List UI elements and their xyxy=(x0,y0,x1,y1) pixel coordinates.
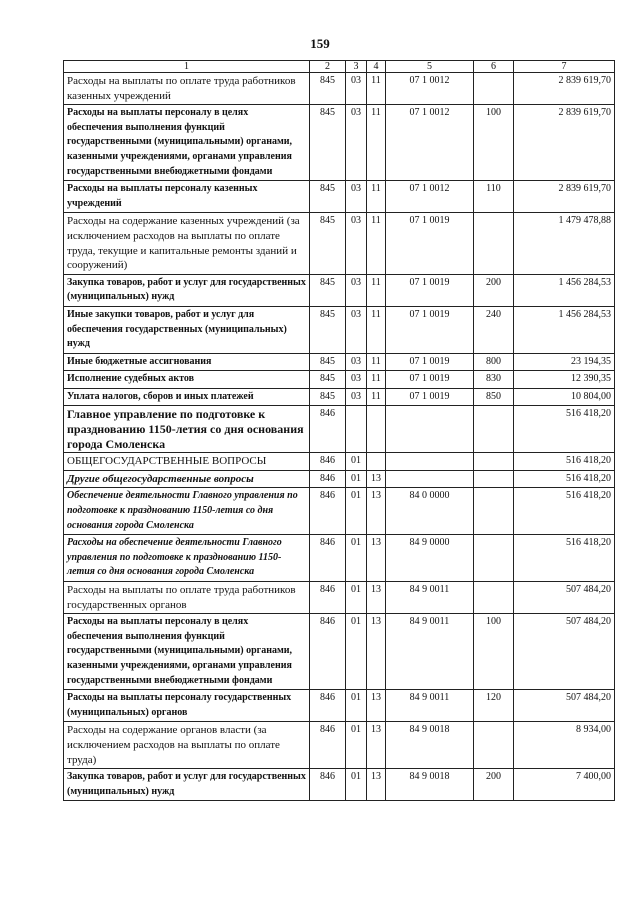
row-name: Иные бюджетные ассигнования xyxy=(64,353,310,371)
row-amount: 516 418,20 xyxy=(514,406,615,453)
row-section-code: 03 xyxy=(346,371,367,389)
row-target-code: 84 9 0011 xyxy=(386,614,474,690)
row-expense-type-code xyxy=(474,488,514,535)
row-target-code: 84 9 0011 xyxy=(386,690,474,722)
row-subsection-code: 13 xyxy=(367,535,386,582)
row-amount: 507 484,20 xyxy=(514,614,615,690)
row-amount: 1 456 284,53 xyxy=(514,306,615,353)
row-target-code: 84 9 0018 xyxy=(386,722,474,769)
row-section-code: 01 xyxy=(346,582,367,614)
row-name: Расходы на выплаты персоналу в целях обеспечения выполнения функций государственными (муниципальными) органами, казенными учреждениями, органами управления государственными внебюджетными фондами xyxy=(64,105,310,181)
row-target-code: 07 1 0019 xyxy=(386,213,474,274)
table-row xyxy=(64,453,615,471)
row-expense-type-code xyxy=(474,582,514,614)
row-section-code: 03 xyxy=(346,306,367,353)
row-expense-type-code xyxy=(474,453,514,471)
row-expense-type-code: 850 xyxy=(474,388,514,406)
row-subsection-code: 11 xyxy=(367,306,386,353)
table-row xyxy=(64,353,615,371)
row-target-code: 07 1 0012 xyxy=(386,181,474,213)
row-ved-code: 845 xyxy=(310,213,346,274)
row-amount: 12 390,35 xyxy=(514,371,615,389)
row-ved-code: 846 xyxy=(310,535,346,582)
page-number: 159 xyxy=(310,36,330,51)
table-row xyxy=(64,73,615,105)
row-target-code: 84 9 0011 xyxy=(386,582,474,614)
row-amount: 2 839 619,70 xyxy=(514,105,615,181)
row-ved-code: 846 xyxy=(310,614,346,690)
row-name: Закупка товаров, работ и услуг для государственных (муниципальных) нужд xyxy=(64,769,310,801)
row-name: Закупка товаров, работ и услуг для государственных (муниципальных) нужд xyxy=(64,274,310,306)
row-target-code: 07 1 0012 xyxy=(386,73,474,105)
row-ved-code: 845 xyxy=(310,105,346,181)
row-expense-type-code: 240 xyxy=(474,306,514,353)
table-row xyxy=(64,213,615,274)
row-ved-code: 846 xyxy=(310,582,346,614)
row-section-code xyxy=(346,406,367,453)
row-section-code: 01 xyxy=(346,470,367,488)
column-header-4: 4 xyxy=(367,61,386,73)
row-name: Расходы на выплаты персоналу государственных (муниципальных) органов xyxy=(64,690,310,722)
row-target-code: 84 0 0000 xyxy=(386,488,474,535)
row-subsection-code: 11 xyxy=(367,353,386,371)
table-row xyxy=(64,406,615,453)
row-amount: 2 839 619,70 xyxy=(514,181,615,213)
row-ved-code: 846 xyxy=(310,470,346,488)
row-ved-code: 845 xyxy=(310,388,346,406)
row-expense-type-code: 100 xyxy=(474,614,514,690)
row-ved-code: 845 xyxy=(310,353,346,371)
row-section-code: 01 xyxy=(346,722,367,769)
table-row xyxy=(64,306,615,353)
budget-table xyxy=(63,60,615,801)
row-subsection-code: 13 xyxy=(367,488,386,535)
row-target-code xyxy=(386,406,474,453)
row-target-code: 84 9 0018 xyxy=(386,769,474,801)
row-expense-type-code: 100 xyxy=(474,105,514,181)
row-expense-type-code: 830 xyxy=(474,371,514,389)
row-section-code: 01 xyxy=(346,614,367,690)
row-target-code xyxy=(386,470,474,488)
row-section-code: 03 xyxy=(346,213,367,274)
row-section-code: 03 xyxy=(346,274,367,306)
table-row xyxy=(64,105,615,181)
table-row xyxy=(64,690,615,722)
row-expense-type-code xyxy=(474,73,514,105)
row-amount: 516 418,20 xyxy=(514,453,615,471)
row-name: Расходы на выплаты персоналу казенных учреждений xyxy=(64,181,310,213)
row-name: Иные закупки товаров, работ и услуг для обеспечения государственных (муниципальных) нужд xyxy=(64,306,310,353)
row-section-code: 01 xyxy=(346,453,367,471)
row-target-code: 07 1 0019 xyxy=(386,371,474,389)
row-ved-code: 845 xyxy=(310,306,346,353)
row-name: Расходы на выплаты персоналу в целях обеспечения выполнения функций государственными (муниципальными) органами, казенными учреждениями, органами управления государственными внебюджетными фондами xyxy=(64,614,310,690)
row-name: Расходы на выплаты по оплате труда работников государственных органов xyxy=(64,582,310,614)
row-subsection-code: 11 xyxy=(367,181,386,213)
row-subsection-code: 13 xyxy=(367,582,386,614)
row-subsection-code: 13 xyxy=(367,470,386,488)
row-expense-type-code: 200 xyxy=(474,769,514,801)
column-header-7: 7 xyxy=(514,61,615,73)
row-ved-code: 846 xyxy=(310,453,346,471)
row-amount: 507 484,20 xyxy=(514,582,615,614)
row-ved-code: 846 xyxy=(310,722,346,769)
row-section-code: 01 xyxy=(346,769,367,801)
row-amount: 7 400,00 xyxy=(514,769,615,801)
row-section-code: 01 xyxy=(346,690,367,722)
header-row xyxy=(64,61,615,73)
row-section-code: 03 xyxy=(346,181,367,213)
row-name: ОБЩЕГОСУДАРСТВЕННЫЕ ВОПРОСЫ xyxy=(64,453,310,471)
row-subsection-code: 11 xyxy=(367,105,386,181)
table-row xyxy=(64,274,615,306)
row-subsection-code: 11 xyxy=(367,388,386,406)
row-subsection-code: 13 xyxy=(367,690,386,722)
row-name: Главное управление по подготовке к празднованию 1150-летия со дня основания города Смоленска xyxy=(64,406,310,453)
row-expense-type-code xyxy=(474,535,514,582)
row-ved-code: 845 xyxy=(310,73,346,105)
row-subsection-code: 13 xyxy=(367,722,386,769)
row-subsection-code: 11 xyxy=(367,73,386,105)
column-header-3: 3 xyxy=(346,61,367,73)
row-subsection-code: 11 xyxy=(367,213,386,274)
row-subsection-code: 13 xyxy=(367,614,386,690)
row-name: Расходы на обеспечение деятельности Главного управления по подготовке к празднованию 1150-летия со дня основания города Смоленска xyxy=(64,535,310,582)
row-expense-type-code: 200 xyxy=(474,274,514,306)
column-header-2: 2 xyxy=(310,61,346,73)
row-target-code: 07 1 0019 xyxy=(386,306,474,353)
row-expense-type-code xyxy=(474,406,514,453)
row-name: Обеспечение деятельности Главного управления по подготовке к празднованию 1150-летия со дня основания города Смоленска xyxy=(64,488,310,535)
row-ved-code: 846 xyxy=(310,488,346,535)
row-amount: 1 479 478,88 xyxy=(514,213,615,274)
row-ved-code: 846 xyxy=(310,769,346,801)
table-row xyxy=(64,582,615,614)
table-header xyxy=(64,61,615,73)
row-target-code: 07 1 0012 xyxy=(386,105,474,181)
table-row xyxy=(64,488,615,535)
row-name: Расходы на выплаты по оплате труда работников казенных учреждений xyxy=(64,73,310,105)
row-section-code: 01 xyxy=(346,488,367,535)
row-ved-code: 846 xyxy=(310,406,346,453)
row-target-code xyxy=(386,453,474,471)
row-amount: 516 418,20 xyxy=(514,488,615,535)
row-expense-type-code: 110 xyxy=(474,181,514,213)
row-amount: 23 194,35 xyxy=(514,353,615,371)
row-section-code: 03 xyxy=(346,353,367,371)
table-row xyxy=(64,371,615,389)
row-section-code: 03 xyxy=(346,388,367,406)
row-subsection-code xyxy=(367,406,386,453)
table-row xyxy=(64,769,615,801)
table-row xyxy=(64,388,615,406)
row-amount: 2 839 619,70 xyxy=(514,73,615,105)
column-header-1: 1 xyxy=(64,61,310,73)
row-ved-code: 846 xyxy=(310,690,346,722)
row-name: Расходы на содержание казенных учреждений (за исключением расходов на выплаты по оплате труда, текущие и капитальные ремонты зданий и сооружений) xyxy=(64,213,310,274)
row-ved-code: 845 xyxy=(310,371,346,389)
row-expense-type-code xyxy=(474,722,514,769)
row-subsection-code: 13 xyxy=(367,769,386,801)
row-ved-code: 845 xyxy=(310,181,346,213)
table-row xyxy=(64,535,615,582)
row-name: Другие общегосударственные вопросы xyxy=(64,470,310,488)
table-row xyxy=(64,470,615,488)
row-expense-type-code xyxy=(474,470,514,488)
row-amount: 516 418,20 xyxy=(514,535,615,582)
column-header-6: 6 xyxy=(474,61,514,73)
table-row xyxy=(64,181,615,213)
row-subsection-code xyxy=(367,453,386,471)
row-subsection-code: 11 xyxy=(367,274,386,306)
row-amount: 10 804,00 xyxy=(514,388,615,406)
row-target-code: 84 9 0000 xyxy=(386,535,474,582)
row-subsection-code: 11 xyxy=(367,371,386,389)
row-amount: 507 484,20 xyxy=(514,690,615,722)
row-target-code: 07 1 0019 xyxy=(386,388,474,406)
row-section-code: 01 xyxy=(346,535,367,582)
row-amount: 8 934,00 xyxy=(514,722,615,769)
row-expense-type-code: 120 xyxy=(474,690,514,722)
row-target-code: 07 1 0019 xyxy=(386,274,474,306)
row-expense-type-code: 800 xyxy=(474,353,514,371)
row-target-code: 07 1 0019 xyxy=(386,353,474,371)
row-amount: 516 418,20 xyxy=(514,470,615,488)
row-section-code: 03 xyxy=(346,73,367,105)
row-name: Расходы на содержание органов власти (за исключением расходов на выплаты по оплате труда) xyxy=(64,722,310,769)
table-row xyxy=(64,614,615,690)
table-row xyxy=(64,722,615,769)
row-expense-type-code xyxy=(474,213,514,274)
row-section-code: 03 xyxy=(346,105,367,181)
row-name: Уплата налогов, сборов и иных платежей xyxy=(64,388,310,406)
row-ved-code: 845 xyxy=(310,274,346,306)
row-name: Исполнение судебных актов xyxy=(64,371,310,389)
row-amount: 1 456 284,53 xyxy=(514,274,615,306)
table-body xyxy=(64,73,615,801)
column-header-5: 5 xyxy=(386,61,474,73)
